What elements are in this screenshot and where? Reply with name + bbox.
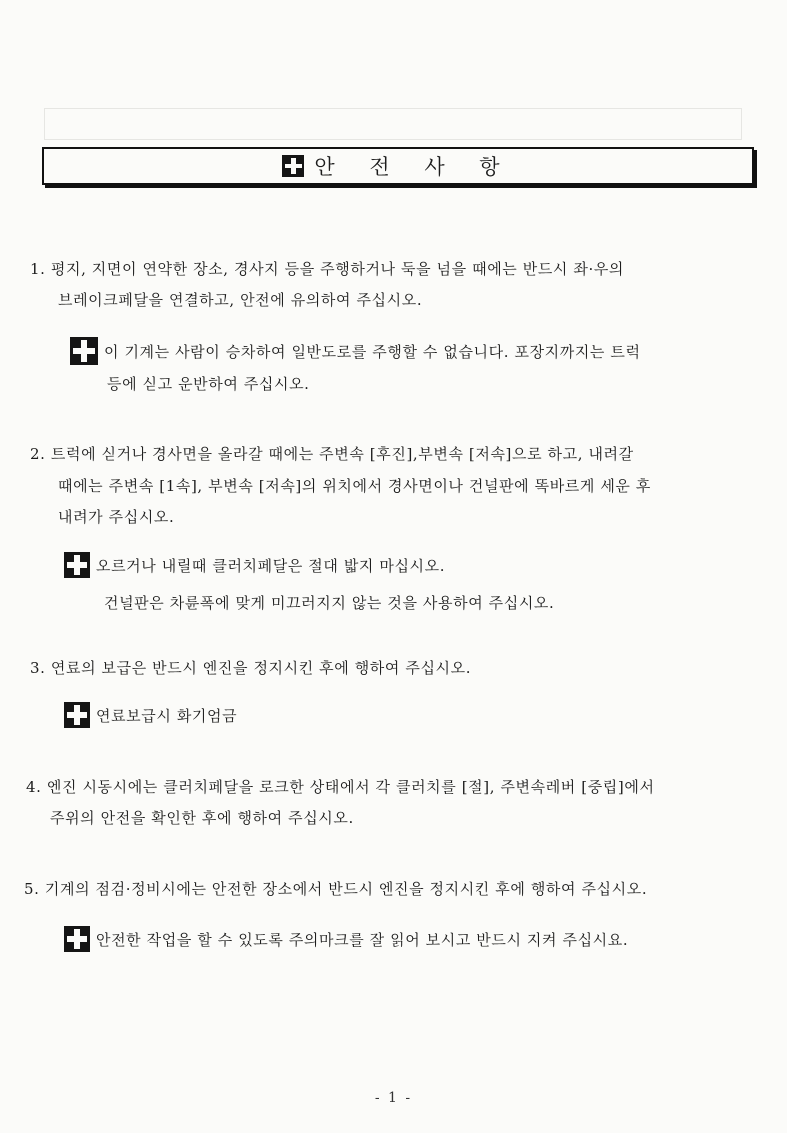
item-number: 3. — [30, 659, 46, 677]
item-line: 기계의 점검·정비시에는 안전한 장소에서 반드시 엔진을 정지시킨 후에 행하여 주십시오. — [44, 880, 648, 898]
page-number: - 1 - — [374, 1090, 413, 1106]
item-line: 브레이크페달을 연결하고, 안전에 유의하여 주십시오. — [58, 291, 423, 309]
note-line: 등에 싣고 운반하여 주십시오. — [107, 375, 310, 393]
cross-icon — [70, 337, 98, 365]
item-3-text — [30, 657, 471, 678]
note-line: 건널판은 차륜폭에 맞게 미끄러지지 않는 것을 사용하여 주십시오. — [104, 594, 555, 612]
item-line: 트럭에 싣거나 경사면을 올라갈 때에는 주변속 [후진],부변속 [저속]으로 하고, 내려갈 — [50, 445, 634, 463]
item-2-text — [30, 443, 634, 464]
item-5-text — [24, 878, 647, 899]
faded-header-box — [44, 108, 742, 140]
note-line: 이 기계는 사람이 승차하여 일반도로를 주행할 수 없습니다. 포장지까지는 트럭 — [104, 342, 641, 361]
item-number: 5. — [24, 880, 40, 898]
item-line: 내려가 주십시오. — [58, 508, 175, 526]
item-line: 때에는 주변속 [1속], 부변속 [저속]의 위치에서 경사면이나 건널판에 똑바르게 세운 후 — [58, 477, 651, 495]
item-2-note — [64, 552, 445, 578]
item-number: 4. — [26, 778, 42, 796]
cross-icon — [282, 155, 304, 177]
page-title: 안 전 사 항 — [314, 155, 514, 179]
note-line: 오르거나 내릴때 클러치페달은 절대 밟지 마십시오. — [96, 556, 446, 575]
item-number: 2. — [30, 445, 46, 463]
cross-icon — [64, 926, 90, 952]
item-line: 연료의 보급은 반드시 엔진을 정지시킨 후에 행하여 주십시오. — [50, 659, 472, 677]
note-line: 안전한 작업을 할 수 있도록 주의마크를 잘 읽어 보시고 반드시 지켜 주십시요. — [96, 930, 629, 949]
item-line: 주위의 안전을 확인한 후에 행하여 주십시오. — [50, 809, 354, 827]
item-number: 1. — [30, 260, 46, 278]
note-line: 연료보급시 화기엄금 — [96, 706, 238, 725]
item-3-note — [64, 702, 237, 728]
item-line: 평지, 지면이 연약한 장소, 경사지 등을 주행하거나 둑을 넘을 때에는 반드시 좌·우의 — [50, 260, 625, 278]
cross-icon — [64, 702, 90, 728]
title-box — [42, 147, 754, 185]
item-line: 엔진 시동시에는 클러치페달을 로크한 상태에서 각 클러치를 [절], 주변속레버 [중립]에서 — [46, 778, 655, 796]
item-4-text — [26, 776, 655, 797]
cross-icon — [64, 552, 90, 578]
item-1-note — [70, 337, 641, 365]
item-5-note — [64, 926, 628, 952]
item-1-text — [30, 258, 624, 279]
